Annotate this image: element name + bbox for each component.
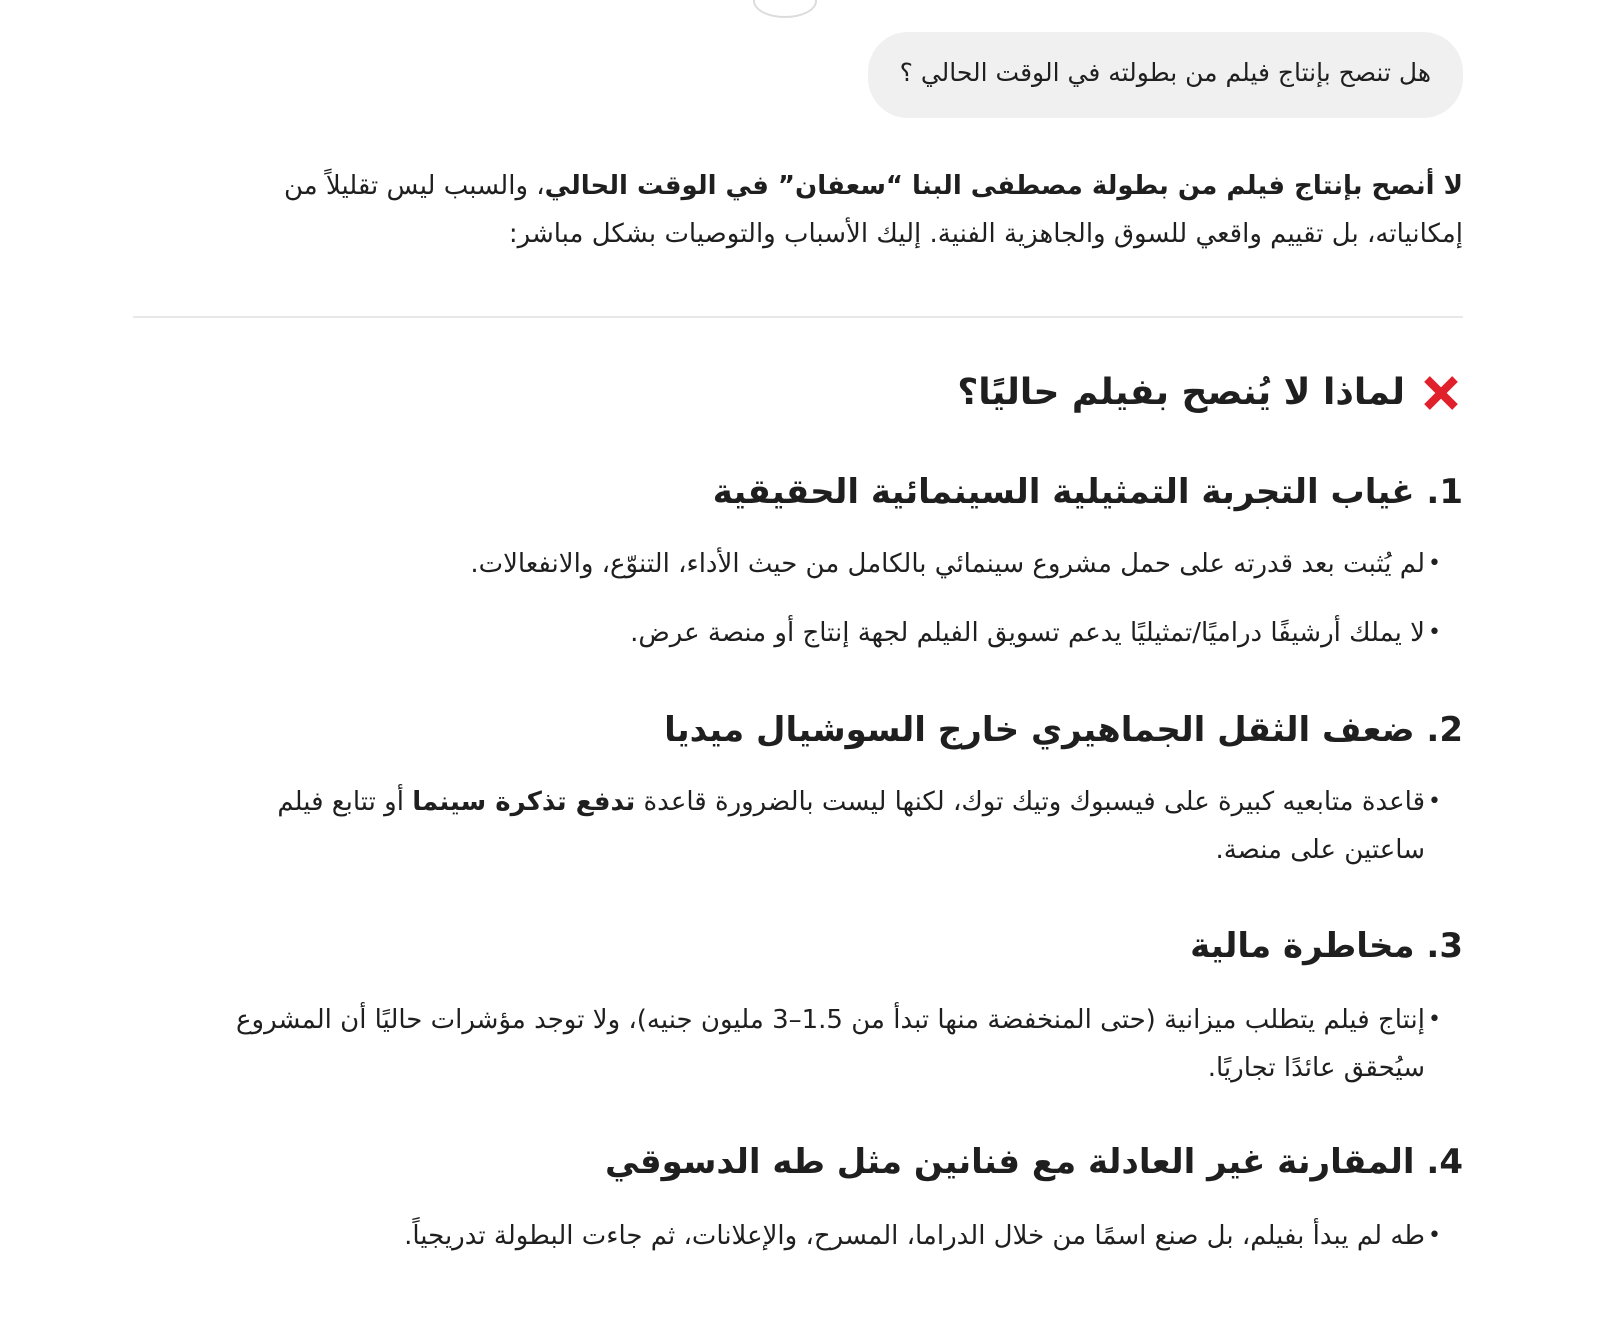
bullet-text: لم يُثبت بعد قدرته على حمل مشروع سينمائي بالكامل من حيث الأداء، التنوّع، والانفعالات. (470, 549, 1425, 579)
bullet-text-bold: تدفع تذكرة سينما (412, 787, 636, 817)
scroll-down-button[interactable] (753, 0, 817, 18)
bullet-marker: • (1428, 620, 1441, 645)
reason-2-bullet-1 (203, 778, 1439, 874)
bullet-text: إنتاج فيلم يتطلب ميزانية (حتى المنخفضة منها تبدأ من 1.5–3 مليون جنيه)، ولا توجد مؤشرات حاليًا أن المشروع سيُحقق عائدًا تجاريًا. (236, 1005, 1425, 1083)
reason-4-bullet-1 (404, 1212, 1439, 1260)
reason-4-title: 4. المقارنة غير العادلة مع فنانين مثل طه الدسوقي (605, 1142, 1463, 1182)
user-message-bubble (868, 32, 1463, 118)
cross-mark-icon (1419, 371, 1463, 415)
cross-mark-svg (1419, 371, 1463, 415)
section-heading (957, 368, 1463, 418)
bullet-text: لا يملك أرشيفًا دراميًا/تمثيليًا يدعم تسويق الفيلم لجهة إنتاج أو منصة عرض. (630, 618, 1425, 648)
divider (133, 316, 1463, 318)
bullet-text-end: أو تتابع فيلم ساعتين على منصة. (277, 787, 1425, 865)
reason-3-title: 3. مخاطرة مالية (1190, 926, 1463, 966)
bullet-text: طه لم يبدأ بفيلم، بل صنع اسمًا من خلال الدراما، المسرح، والإعلانات، ثم جاءت البطولة تدريجياً. (404, 1221, 1425, 1251)
bullet-marker: • (1428, 1007, 1441, 1032)
chat-page (133, 0, 1463, 1328)
bullet-text-start: قاعدة متابعيه كبيرة على فيسبوك وتيك توك، لكنها ليست بالضرورة قاعدة (635, 787, 1425, 817)
intro-text: ، والسبب ليس تقليلاً من إمكانياته، بل تقييم واقعي للسوق والجاهزية الفنية. إليك الأسباب والتوصيات بشكل مباشر: (283, 171, 1463, 249)
bullet-marker: • (1428, 551, 1441, 576)
user-message-text: هل تنصح بإنتاج فيلم من بطولته في الوقت الحالي ؟ (899, 58, 1431, 87)
reason-1-bullet-2 (630, 609, 1439, 657)
reason-1-title: 1. غياب التجربة التمثيلية السينمائية الحقيقية (712, 472, 1463, 512)
reason-1-bullet-1 (470, 540, 1439, 588)
reason-3-bullet-1 (173, 996, 1439, 1092)
reason-2-title: 2. ضعف الثقل الجماهيري خارج السوشيال ميديا (664, 710, 1463, 750)
bullet-marker: • (1428, 1223, 1441, 1248)
intro-bold-text: لا أنصح بإنتاج فيلم من بطولة مصطفى البنا “سعفان” في الوقت الحالي (544, 171, 1463, 201)
section-heading-text: لماذا لا يُنصح بفيلم حاليًا؟ (957, 372, 1405, 413)
bullet-marker: • (1428, 789, 1441, 814)
response-intro (223, 162, 1463, 258)
